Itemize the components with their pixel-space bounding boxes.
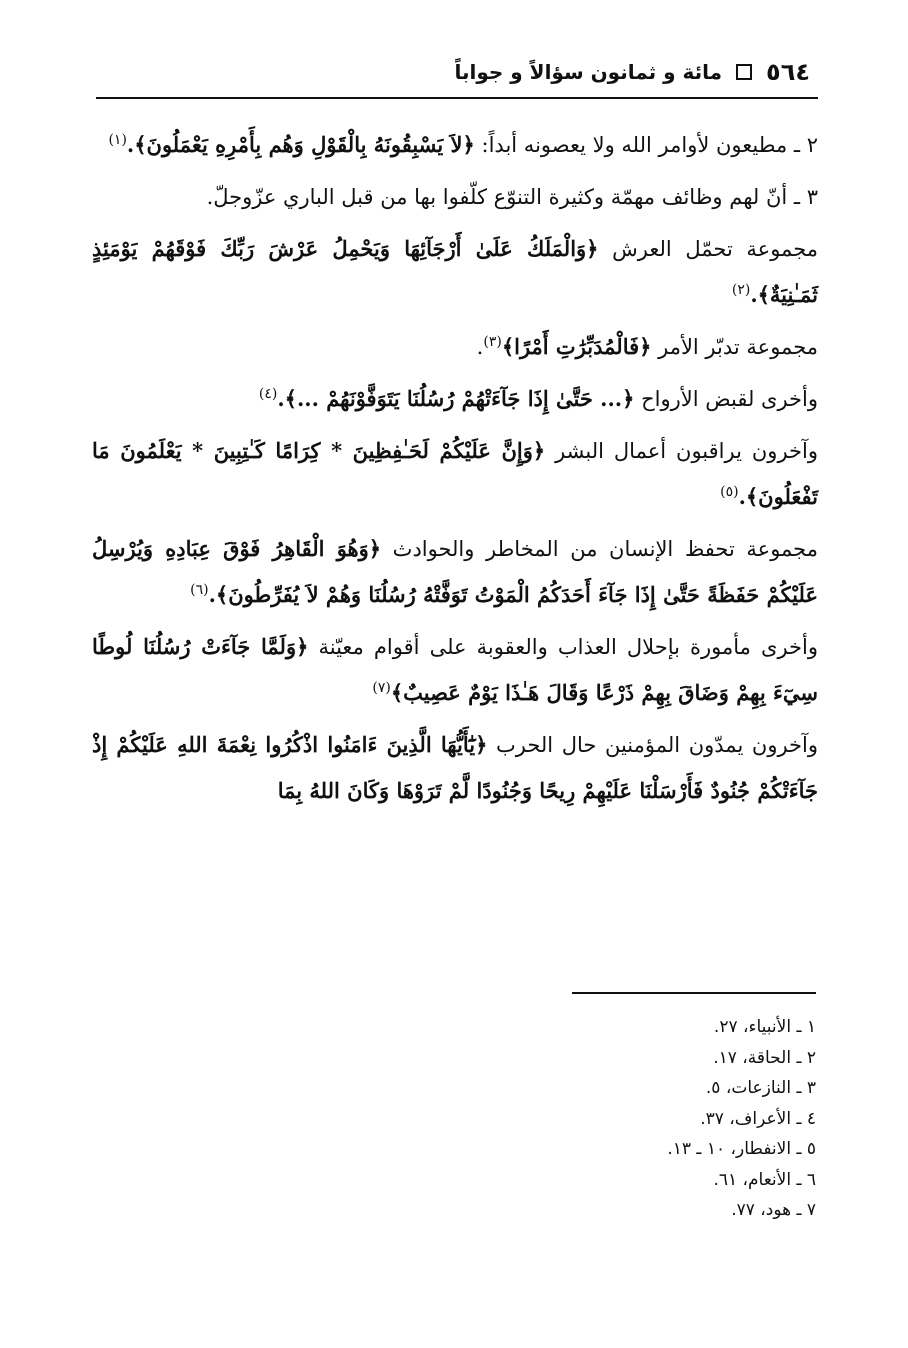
paragraph-text: وآخرون يراقبون أعمال البشر: [545, 439, 818, 463]
paragraph-obedience: [92, 122, 818, 168]
quran-verse: ﴿فَالْمُدَبِّرَٰتِ أَمْرًا﴾: [501, 334, 652, 359]
header-square-icon: [736, 64, 752, 80]
footnote-ref: (٦): [190, 582, 209, 598]
paragraph-war-support: [92, 722, 818, 814]
paragraph-souls: [92, 376, 818, 422]
footnote-ref: (٥): [720, 484, 739, 500]
footnote-ref: (١): [108, 132, 127, 148]
footnote-item: ٧ ـ هود، ٧٧.: [731, 1200, 816, 1220]
page-number: ٥٦٤: [766, 58, 810, 86]
paragraph-text: وآخرون يمدّون المؤمنين حال الحرب: [487, 733, 818, 757]
footnote-item: ٥ ـ الانفطار، ١٠ ـ ١٣.: [667, 1139, 816, 1159]
body-text: [92, 122, 818, 820]
footnote-divider: [572, 992, 816, 994]
quran-verse: ﴿يَٰٓأَيُّهَا الَّذِينَ ءَامَنُوا اذْكُرُوا نِعْمَةَ اللهِ عَلَيْكُمْ إِذْ جَآءَتْكُمْ جُنُودٌ فَأَرْسَلْنَا عَلَيْهِمْ رِيحًا وَجُنُودًا لَّمْ تَرَوْهَا وَكَانَ اللهُ بِمَا: [92, 732, 818, 803]
quran-verse: ﴿وَلَمَّا جَآءَتْ رُسُلُنَا لُوطًا سِيٓءَ بِهِمْ وَضَاقَ بِهِمْ ذَرْعًا وَقَالَ هَـٰذَا يَوْمٌ عَصِيبٌ﴾: [92, 634, 818, 705]
paragraph-guardians: [92, 526, 818, 618]
page-header: [90, 50, 810, 94]
paragraph-punishment: [92, 624, 818, 716]
paragraph-tail: .: [476, 335, 484, 359]
footnote-item: ٤ ـ الأعراف، ٣٧.: [700, 1108, 816, 1129]
footnote-ref: (٧): [372, 680, 391, 696]
paragraph-text: مجموعة تحمّل العرش: [598, 237, 818, 261]
paragraph-duties: [92, 174, 818, 220]
paragraph-text: وأخرى لقبض الأرواح: [634, 387, 818, 411]
footnote-item: ٣ ـ النازعات، ٥.: [705, 1078, 816, 1098]
footnote-item: ٦ ـ الأنعام، ٦١.: [713, 1169, 816, 1190]
paragraph-text: وأخرى مأمورة بإحلال العذاب والعقوبة على أقوام معيّنة: [308, 635, 819, 659]
quran-verse: ﴿... حَتَّىٰ إِذَا جَآءَتْهُمْ رُسُلُنَا يَتَوَفَّوْنَهُمْ ...﴾.: [277, 386, 635, 411]
header-divider: [96, 97, 818, 99]
paragraph-text: ٣ ـ أنّ لهم وظائف مهمّة وكثيرة التنوّع كلّفوا بها من قبل الباري عزّوجلّ.: [206, 185, 818, 209]
paragraph-text: مجموعة تدبّر الأمر: [651, 335, 818, 359]
footnotes: [416, 1012, 816, 1226]
quran-verse: ﴿لاَ يَسْبِقُونَهُ بِالْقَوْلِ وَهُم بِأَمْرِهِ يَعْمَلُونَ﴾.: [126, 132, 475, 157]
footnote-item: ٢ ـ الحاقة، ١٧.: [713, 1047, 816, 1068]
quran-verse: ﴿وَهُوَ الْقَاهِرُ فَوْقَ عِبَادِهِ وَيُرْسِلُ عَلَيْكُمْ حَفَظَةً حَتَّىٰ إِذَا جَآءَ أَحَدَكُمُ الْمَوْتُ تَوَفَّتْهُ رُسُلُنَا وَهُمْ لاَ يُفَرِّطُونَ﴾.: [92, 536, 818, 607]
footnote-ref: (٣): [483, 334, 502, 350]
paragraph-throne-bearers: [92, 226, 818, 318]
quran-verse: ﴿وَالْمَلَكُ عَلَىٰ أَرْجَآئِهَا وَيَحْمِلُ عَرْشَ رَبِّكَ فَوْقَهُمْ يَوْمَئِذٍ ثَمَـٰنِيَةٌ﴾.: [92, 236, 818, 307]
paragraph-recorders: [92, 428, 818, 520]
footnote-ref: (٢): [731, 282, 751, 298]
quran-verse: ﴿وَإِنَّ عَلَيْكُمْ لَحَـٰفِظِينَ * كِرَامًا كَـٰتِبِينَ * يَعْلَمُونَ مَا تَفْعَلُونَ﴾.: [92, 438, 818, 509]
running-title: مائة و ثمانون سؤالاً و جواباً: [454, 60, 723, 84]
paragraph-affairs: [92, 324, 818, 370]
paragraph-text: مجموعة تحفظ الإنسان من المخاطر والحوادث: [381, 537, 818, 561]
paragraph-text: ٢ ـ مطيعون لأوامر الله ولا يعصونه أبداً:: [474, 133, 818, 157]
footnote-ref: (٤): [258, 386, 278, 402]
footnote-item: ١ ـ الأنبياء، ٢٧.: [713, 1017, 816, 1037]
